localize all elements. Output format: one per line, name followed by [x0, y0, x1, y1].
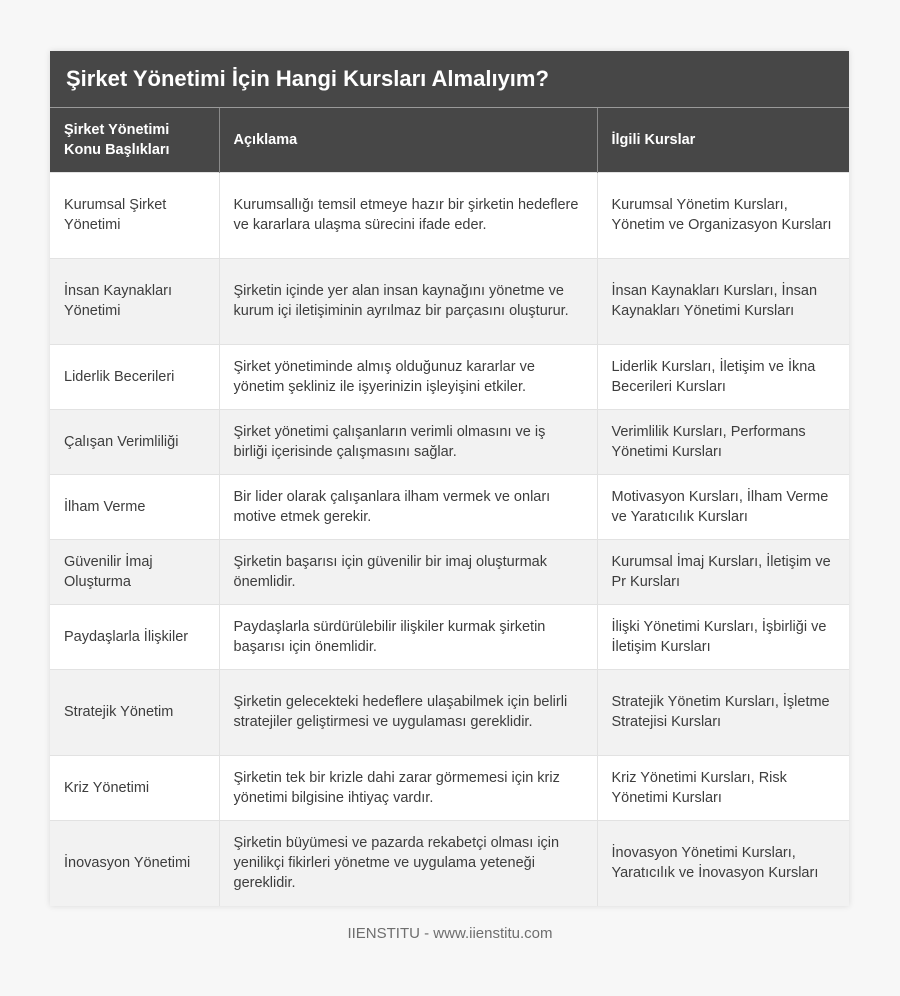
- cell-courses: İnovasyon Yönetimi Kursları, Yaratıcılık ve İnovasyon Kursları: [597, 820, 849, 906]
- table-row: [50, 820, 849, 906]
- cell-description: Şirketin gelecekteki hedeflere ulaşabilmek için belirli stratejiler geliştirmesi ve uygulaması gereklidir.: [219, 669, 597, 755]
- cell-description: Şirketin başarısı için güvenilir bir imaj oluşturmak önemlidir.: [219, 539, 597, 604]
- cell-description: Şirketin tek bir krizle dahi zarar görmemesi için kriz yönetimi bilgisine ihtiyaç vardır.: [219, 755, 597, 820]
- cell-topic: Stratejik Yönetim: [50, 669, 219, 755]
- cell-description: Şirketin büyümesi ve pazarda rekabetçi olması için yenilikçi fikirleri yönetme ve uygulama yeteneği gereklidir.: [219, 820, 597, 906]
- cell-courses: Kurumsal İmaj Kursları, İletişim ve Pr Kursları: [597, 539, 849, 604]
- table-row: [50, 172, 849, 258]
- courses-table: [50, 108, 849, 906]
- header-description: Açıklama: [219, 108, 597, 172]
- table-header-row: [50, 108, 849, 172]
- table-row: [50, 258, 849, 344]
- cell-courses: Stratejik Yönetim Kursları, İşletme Stratejisi Kursları: [597, 669, 849, 755]
- cell-description: Şirket yönetiminde almış olduğunuz kararlar ve yönetim şekliniz ile işyerinizin işleyişini etkiler.: [219, 344, 597, 409]
- header-topic: Şirket Yönetimi Konu Başlıkları: [50, 108, 219, 172]
- cell-description: Şirketin içinde yer alan insan kaynağını yönetme ve kurum içi iletişiminin ayrılmaz bir parçasını oluşturur.: [219, 258, 597, 344]
- cell-topic: İlham Verme: [50, 474, 219, 539]
- table-row: [50, 474, 849, 539]
- cell-courses: Kriz Yönetimi Kursları, Risk Yönetimi Kursları: [597, 755, 849, 820]
- cell-courses: İlişki Yönetimi Kursları, İşbirliği ve İletişim Kursları: [597, 604, 849, 669]
- cell-courses: İnsan Kaynakları Kursları, İnsan Kaynakları Yönetimi Kursları: [597, 258, 849, 344]
- table-row: [50, 344, 849, 409]
- cell-description: Paydaşlarla sürdürülebilir ilişkiler kurmak şirketin başarısı için önemlidir.: [219, 604, 597, 669]
- cell-topic: İnsan Kaynakları Yönetimi: [50, 258, 219, 344]
- cell-courses: Kurumsal Yönetim Kursları, Yönetim ve Organizasyon Kursları: [597, 172, 849, 258]
- cell-topic: Liderlik Becerileri: [50, 344, 219, 409]
- cell-courses: Motivasyon Kursları, İlham Verme ve Yaratıcılık Kursları: [597, 474, 849, 539]
- header-related-courses: İlgili Kurslar: [597, 108, 849, 172]
- cell-topic: Kriz Yönetimi: [50, 755, 219, 820]
- table-row: [50, 539, 849, 604]
- cell-topic: Çalışan Verimliliği: [50, 409, 219, 474]
- cell-topic: Paydaşlarla İlişkiler: [50, 604, 219, 669]
- cell-topic: Kurumsal Şirket Yönetimi: [50, 172, 219, 258]
- cell-courses: Liderlik Kursları, İletişim ve İkna Becerileri Kursları: [597, 344, 849, 409]
- cell-description: Şirket yönetimi çalışanların verimli olmasını ve iş birliği içerisinde çalışmasını sağlar.: [219, 409, 597, 474]
- cell-topic: Güvenilir İmaj Oluşturma: [50, 539, 219, 604]
- table-title: Şirket Yönetimi İçin Hangi Kursları Almalıyım?: [50, 51, 849, 108]
- footer-credit: IIENSTITU - www.iienstitu.com: [347, 925, 553, 942]
- table-row: [50, 755, 849, 820]
- cell-courses: Verimlilik Kursları, Performans Yönetimi Kursları: [597, 409, 849, 474]
- course-table-card: [50, 51, 849, 906]
- cell-description: Bir lider olarak çalışanlara ilham vermek ve onları motive etmek gerekir.: [219, 474, 597, 539]
- table-row: [50, 669, 849, 755]
- cell-description: Kurumsallığı temsil etmeye hazır bir şirketin hedeflere ve kararlara ulaşma sürecini ifade eder.: [219, 172, 597, 258]
- cell-topic: İnovasyon Yönetimi: [50, 820, 219, 906]
- table-row: [50, 409, 849, 474]
- table-row: [50, 604, 849, 669]
